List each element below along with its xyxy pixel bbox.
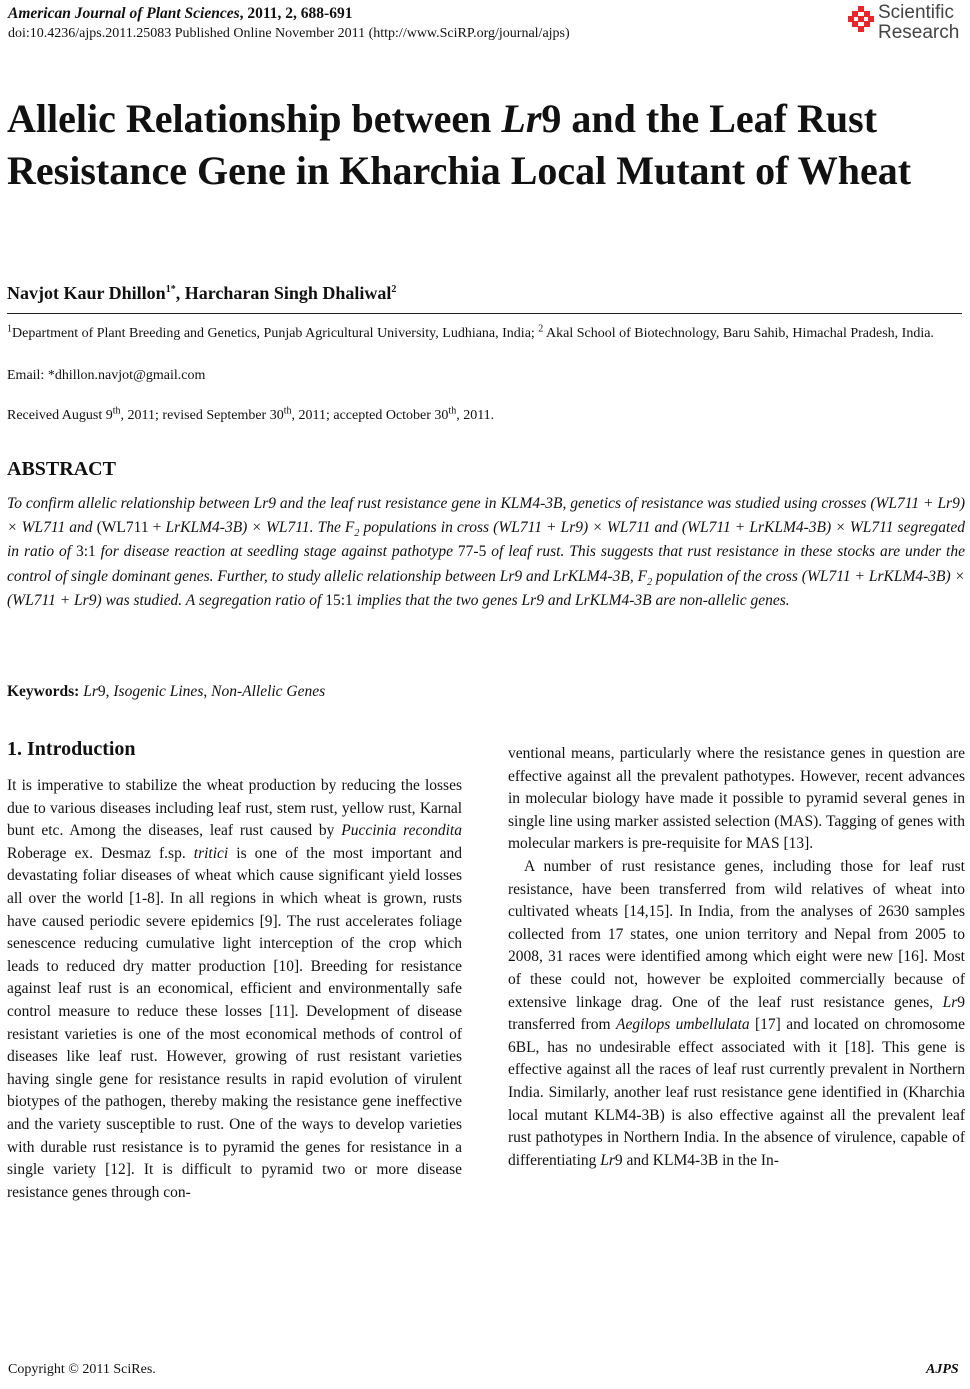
journal-abbreviation: AJPS xyxy=(926,1362,959,1377)
author-marker: 2 xyxy=(391,284,397,295)
ordinal: th xyxy=(283,405,292,417)
journal-name: American Journal of Plant Sciences xyxy=(8,5,240,22)
abstract-body: To confirm allelic relationship between Lr9 and the leaf rust resistance gene in KLM4-3B, genetics of resistance was studied using crosses (WL711 + Lr9) × WL711 and (WL711 + LrKLM4-3B) × WL711. The $F_2$ populations in cross (WL711 + Lr9) × WL711 and (WL711 + LrKLM4-3B) × WL711 segregated in ratio of 3:1 for disease reaction at seedling stage against pathotype 77-5 of leaf rust. This suggests that rust resistance in these stocks are under the control of single dominant genes. Further, to study allelic relationship between Lr9 and LrKLM4-3B, $F_2$ population of the cross (WL711 + LrKLM4-3B) × (WL711 + Lr9) was studied. A segregation ratio of 15:1 implies that the two genes Lr9 and LrKLM4-3B are non-allelic genes. xyxy=(7,495,966,609)
abstract-heading: ABSTRACT xyxy=(7,458,116,480)
logo-text-line1: Scientific xyxy=(878,2,955,23)
journal-volume-pages: , 2011, 2, 688-691 xyxy=(239,5,353,22)
date-text: , 2011; accepted October 30 xyxy=(291,408,449,423)
keyword: Non-Allelic Genes xyxy=(211,683,326,700)
affiliation-text: Department of Plant Breeding and Genetics, Punjab Agricultural University, Ludhiana, India; xyxy=(12,326,539,341)
ordinal: th xyxy=(448,405,457,417)
author-separator: , xyxy=(175,283,185,303)
paragraph: ventional means, particularly where the resistance genes in question are effective against all the prevalent pathotypes. However, recent advances in molecular biology have made it possible to pyramid several genes in single line using marker assisted selection (MAS). Tagging of genes with molecular markers is pre-requisite for MAS [13]. xyxy=(508,745,965,853)
title-part: Allelic Relationship between xyxy=(7,96,502,141)
author-name: Navjot Kaur Dhillon xyxy=(7,283,166,303)
paragraph: A number of rust resistance genes, including those for leaf rust resistance, have been transferred from wild relatives of wheat into cultivated wheats [14,15]. In India, from the analyses of 2630 samples collected from 17 states, one union territory and Nepal from 2005 to 2008, 31 races were identified among which eight were new [16]. Most of these could not, however be exploited commercially because of extensive linkage drag. One of the leaf rust resistance genes, Lr9 transferred from Aegilops umbellulata [17] and located on chromosome 6BL, has no undesirable effect associated with it [18]. This gene is effective against all the races of leaf rust currently prevalent in Northern India. Similarly, another leaf rust resistance gene identified in (Kharchia local mutant KLM4-3B) is also effective against all the prevalent leaf rust pathotypes in Northern India. In the absence of virulence, capable of differentiating Lr9 and KLM4-3B in the In- xyxy=(508,857,965,1169)
keywords xyxy=(7,683,325,701)
copyright-notice: Copyright © 2011 SciRes. xyxy=(8,1362,156,1377)
paper-title xyxy=(7,93,967,197)
body-column-left: It is imperative to stabilize the wheat production by reducing the losses due to various diseases including leaf rust, stem rust, yellow rust, Karnal bunt etc. Among the diseases, leaf rust caused by Puccinia reconditа Roberage ex. Desmaz f.sp. tritici is one of the most important and devastating foliar diseases of wheat which cause significant yield losses all over the world [1-8]. In all regions in which wheat is grown, rusts have caused periodic severe epidemics [9]. The rust accelerates foliage senescence reducing cumulative light interception of the crop which leads to reduced dry matter production [10]. Breeding for resistance against leaf rust is an economical, efficient and environmentally safe control measure to reduce these losses [11]. Development of disease resistant varieties is one of the most economical methods of control of diseases like leaf rust. However, growing of rust resistant varieties having single gene for resistance results in rapid evolution of virulent biotypes of the pathogen, thereby making the resistance gene ineffective and the variety susceptible to rust. One of the ways to develop varieties with durable rust resistance is to pyramid the genes for resistance in a single variety [12]. It is difficult to pyramid two or more disease resistance genes through con- xyxy=(7,777,463,1201)
body-column-right xyxy=(508,743,965,1172)
keyword: Lr xyxy=(83,683,98,700)
section-heading: 1. Introduction xyxy=(7,738,136,760)
title-gene: Lr xyxy=(501,96,542,141)
date-text: Received August 9 xyxy=(7,408,113,423)
keywords-colon: : xyxy=(74,683,84,700)
contact-email: Email: *dhillon.navjot@gmail.com xyxy=(7,368,206,383)
affiliations xyxy=(7,324,962,344)
logo-mark-icon xyxy=(848,6,874,32)
author-list xyxy=(7,283,396,304)
ordinal: th xyxy=(112,405,121,417)
doi-line: doi:10.4236/ajps.2011.25083 Published Online November 2011 (http://www.SciRP.org/journal/ajps) xyxy=(8,26,570,41)
date-text: , 2011; revised September 30 xyxy=(120,408,284,423)
affiliation-text: Akal School of Biotechnology, Baru Sahib, Himachal Pradesh, India. xyxy=(543,326,934,341)
logo-text-line2: Research xyxy=(878,22,960,43)
affiliation-marker: 2 xyxy=(538,323,544,335)
author-name: Harcharan Singh Dhaliwal xyxy=(184,283,392,303)
keywords-label: Keywords xyxy=(7,683,75,700)
keyword: 9, xyxy=(97,683,114,700)
keyword-separator: , xyxy=(203,683,212,700)
received-dates xyxy=(7,406,962,426)
affiliation-marker: 1 xyxy=(7,323,12,335)
date-text: , 2011. xyxy=(456,408,495,423)
author-marker: 1* xyxy=(165,284,176,295)
divider xyxy=(7,313,962,314)
keyword: Isogenic Lines xyxy=(113,683,204,700)
title-part: 9 and the Leaf Rust Resistance Gene in Kharchia Local Mutant of Wheat xyxy=(7,96,912,193)
journal-citation xyxy=(8,5,352,23)
publisher-logo xyxy=(848,4,966,44)
